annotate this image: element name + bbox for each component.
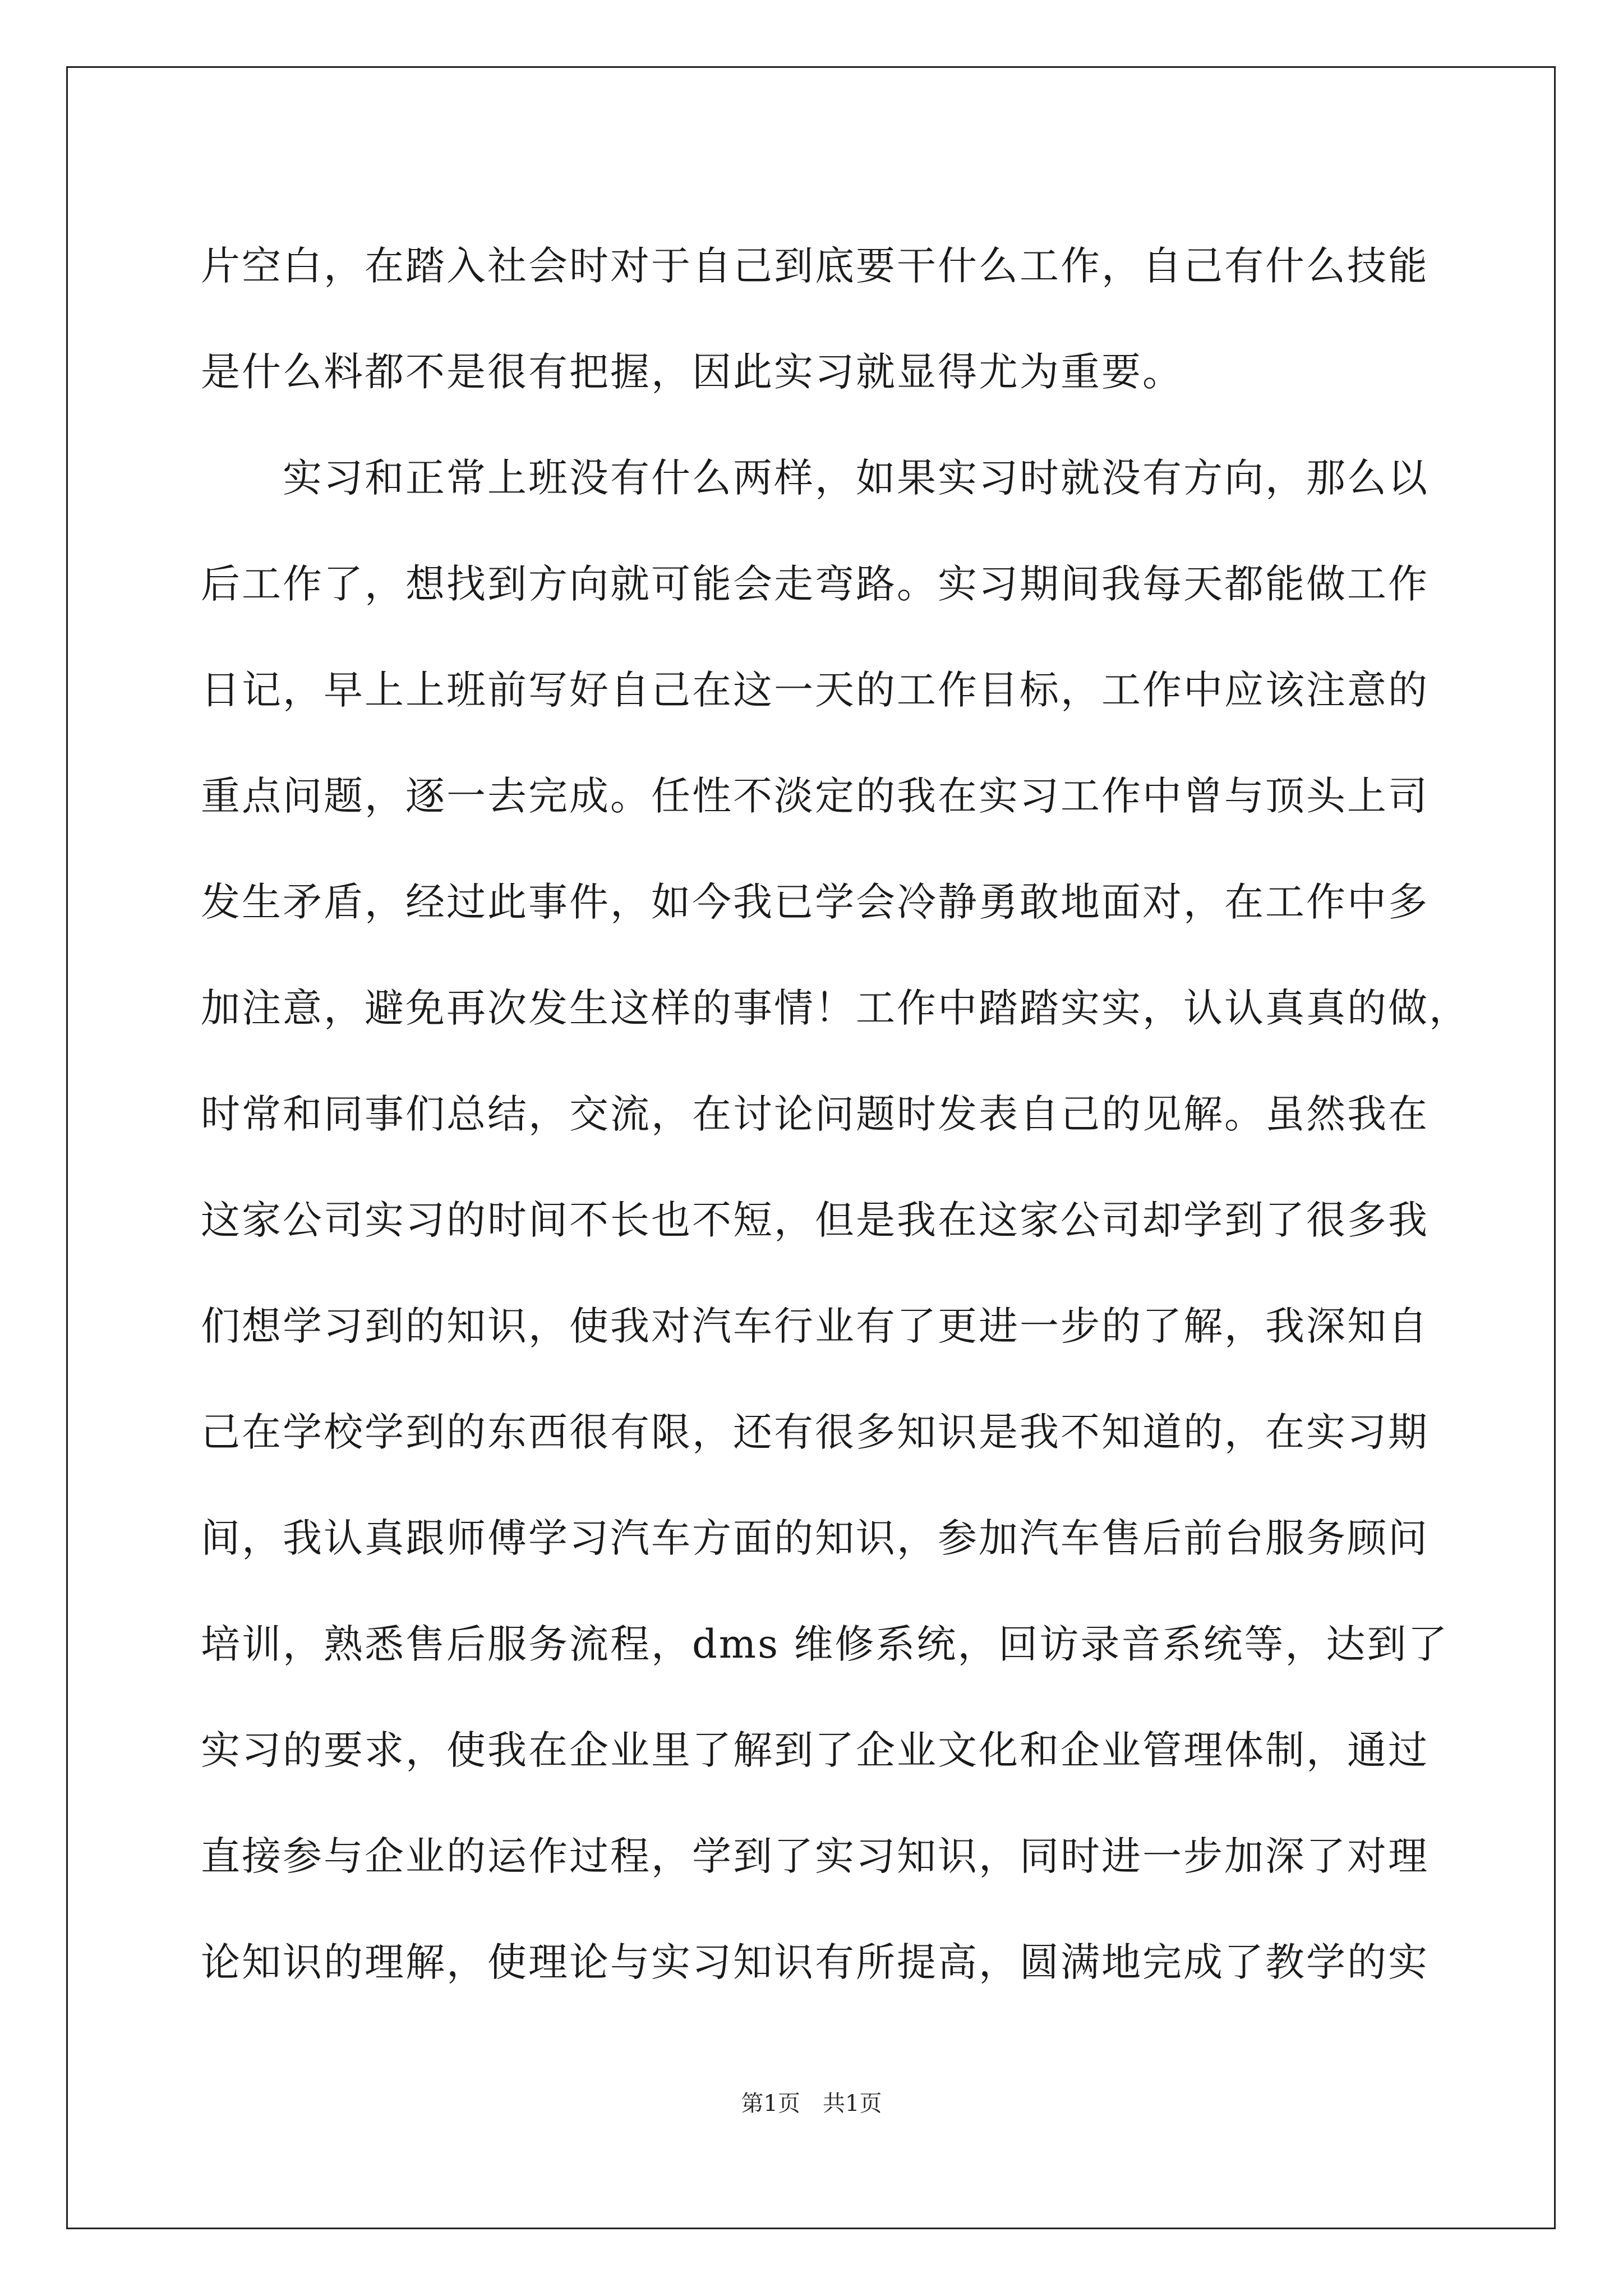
text-line: 这家公司实习的时间不长也不短，但是我在这家公司却学到了很多我 [201, 1197, 1429, 1243]
text-line: 后工作了，想找到方向就可能会走弯路。实习期间我每天都能做工作 [201, 561, 1429, 607]
text-line: 发生矛盾，经过此事件，如今我已学会冷静勇敢地面对，在工作中多 [201, 879, 1429, 925]
text-line: 日记，早上上班前写好自己在这一天的工作目标，工作中应该注意的 [201, 667, 1429, 713]
page-footer: 第1页 共1页 [741, 2091, 882, 2116]
text-line: 实习的要求，使我在企业里了解到了企业文化和企业管理体制，通过 [201, 1727, 1429, 1773]
text-line: 己在学校学到的东西很有限，还有很多知识是我不知道的，在实习期 [201, 1409, 1429, 1455]
text-line: 重点问题，逐一去完成。任性不淡定的我在实习工作中曾与顶头上司 [201, 773, 1429, 819]
document-body [201, 213, 1470, 2016]
text-line: 时常和同事们总结，交流，在讨论问题时发表自己的见解。虽然我在 [201, 1091, 1429, 1137]
text-line: 培训，熟悉售后服务流程，dms 维修系统，回访录音系统等，达到了 [201, 1621, 1449, 1667]
text-line: 论知识的理解，使理论与实习知识有所提高，圆满地完成了教学的实 [201, 1939, 1429, 1985]
text-line: 加注意，避免再次发生这样的事情！工作中踏踏实实，认认真真的做， [201, 985, 1470, 1031]
text-line: 间，我认真跟师傅学习汽车方面的知识，参加汽车售后前台服务顾问 [201, 1515, 1429, 1561]
text-line: 们想学习到的知识，使我对汽车行业有了更进一步的了解，我深知自 [201, 1303, 1429, 1349]
text-line: 实习和正常上班没有什么两样，如果实习时就没有方向，那么以 [201, 455, 1429, 501]
text-line: 直接参与企业的运作过程，学到了实习知识，同时进一步加深了对理 [201, 1833, 1429, 1879]
text-line: 是什么料都不是很有把握，因此实习就显得尤为重要。 [201, 349, 1183, 395]
text-line: 片空白，在踏入社会时对于自己到底要干什么工作，自己有什么技能 [201, 243, 1429, 289]
